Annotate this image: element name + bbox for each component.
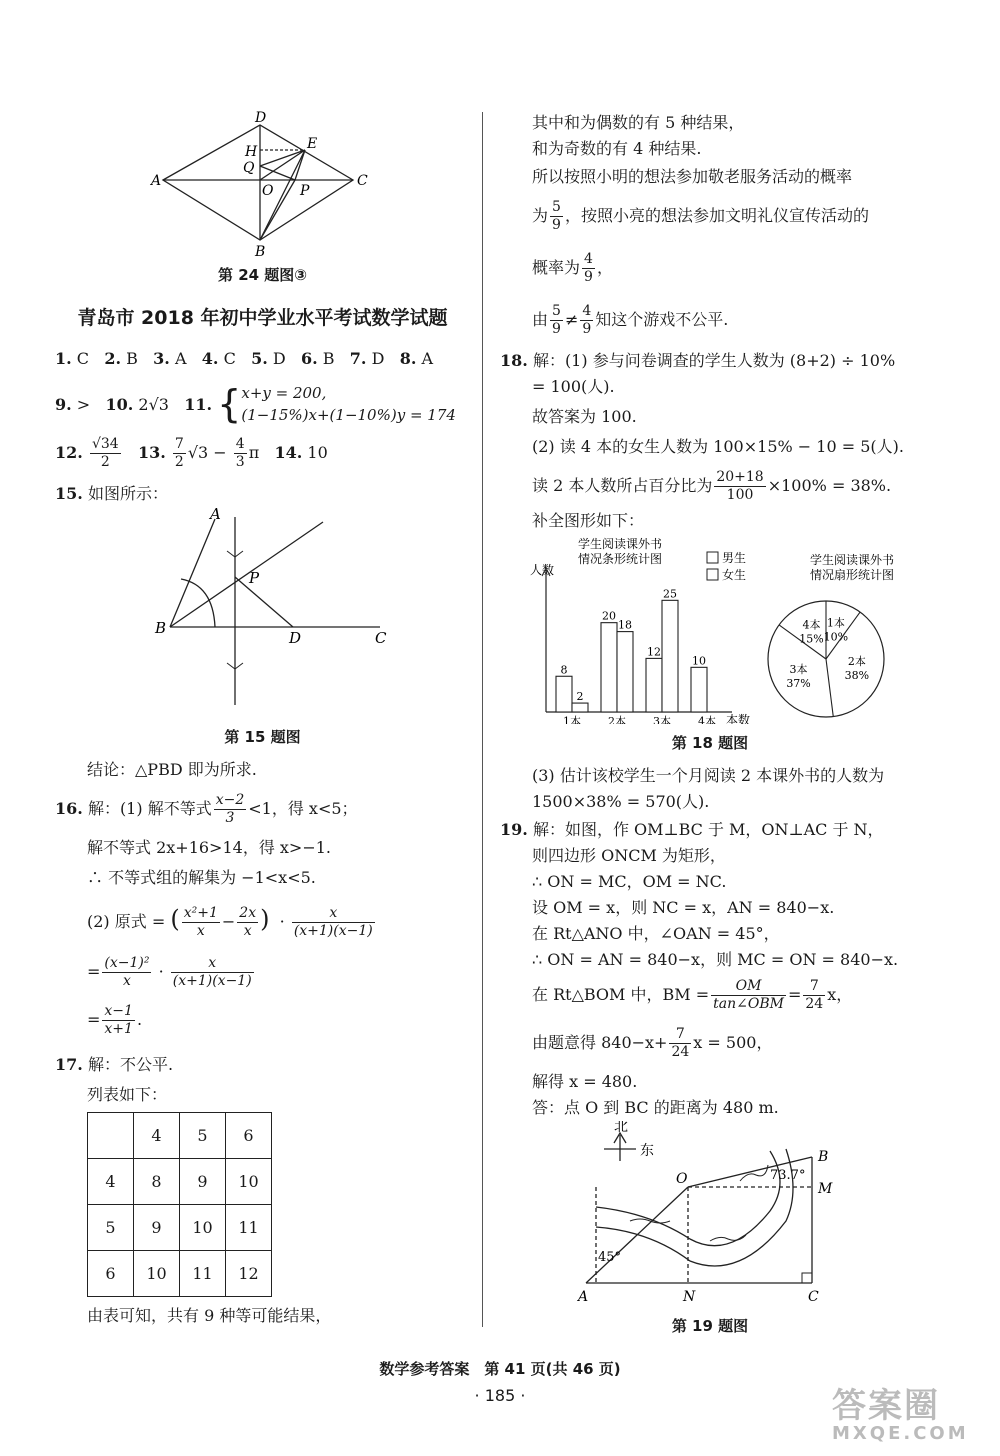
- pie-slice-label: 2本: [847, 654, 866, 668]
- fig19-label-B: B: [818, 1149, 829, 1165]
- fig19-label-A: A: [578, 1289, 589, 1305]
- bar: [556, 676, 572, 712]
- table-cell: 9: [180, 1159, 226, 1205]
- table-cell: 10: [226, 1159, 272, 1205]
- fig24-label-Q: Q: [243, 160, 255, 176]
- bar-data-label: 25: [663, 587, 677, 601]
- legend-label-female: 女生: [722, 568, 747, 582]
- sum-table: [87, 1112, 272, 1297]
- bar-category-label: 4本: [698, 715, 716, 724]
- fig24-label-C: C: [357, 173, 368, 189]
- bar: [691, 667, 707, 712]
- pie-chart-title-1: 学生阅读课外书: [809, 553, 895, 567]
- table-cell: 10: [180, 1205, 226, 1251]
- pie-chart-title-2: 情况扇形统计图: [809, 568, 895, 582]
- fig15-label-B: B: [155, 619, 167, 637]
- bar-chart-xlabel: 本数: [726, 713, 751, 724]
- pie-marks: [768, 601, 884, 717]
- pie-slice-label: 4本: [802, 618, 821, 632]
- table-row: [88, 1159, 272, 1205]
- fig24-label-E: E: [307, 136, 318, 152]
- answers-row-9-11: 9. > 10. 2√3 11. { x+y = 200, (1−15%)x+(1−10%)y = 174: [55, 382, 456, 426]
- fig19-label-N: N: [683, 1289, 696, 1305]
- bar-chart-ylabel: 人数: [530, 563, 555, 577]
- table-cell: 8: [134, 1159, 180, 1205]
- right-column: 其中和为偶数的有 5 种结果， 和为奇数的有 4 种结果. 所以按照小明的想法参加敬老服务活动的概率 为 $\frac{5}{9}$ ，按照小亮的想法参加文明礼仪宣传活动的 概率为 $\frac{4}{9}$ ， 由 $\frac{5}{9}$ ≠ $\frac{4}{9}$ 知这个游戏不公平. 18. 解：(1) 参与问卷调查的学生人数为 (8+2) ÷ 10% = 100(人). 故答案为 100. (2) 读 4 本的女生人数为 100×15% − 10 = 5(人). 读 2 本人数所占百分比为 $\frac{20+18}{100}$ ×100% = 38%. 补全图形如下： 学生阅读课外书 情况条形统计图 人数 本数 男生 女生 8 2 1本 20 18 2本 12 25 3本 10 4本 学生阅读课外书 情况扇形统计图 1本 10% 2本 38% 3本 37% 4本 15% 第 18 题图 (3) 估计该校学生一个月阅读 2 本课外书的人数为 1500×38% = 570(人). 19. 解：如图，作 OM⊥BC 于 M，ON⊥AC 于 N， 则四边形 ONCM 为矩形， ∴ ON = MC，OM = NC. 设 OM = x，则 NC = x，AN = 840−x. 在 Rt△ANO 中，∠OAN = 45°， ∴ ON = AN = 840−x，则 MC = ON = 840−x. 在 Rt△BOM 中，BM = $\frac{OM}{\text{tan∠OBM}}$ = $\frac{7}{24}$ x， 由题意得 840−x+ $\frac{7}{24}$ x = 500， 解得 x = 480. 答：点 O 到 BC 的距离为 480 m. 北 东 B O M 73.7° 45° A N C 第 19 题图: [500, 110, 920, 1336]
- q18-block: 18. 解：(1) 参与问卷调查的学生人数为 (8+2) ÷ 10% = 100(人). 故答案为 100. (2) 读 4 本的女生人数为 100×15% − 10 = 5(人). 读 2 本人数所占百分比为 $\frac{20+18}{100}$ ×100% = 38%. 补全图形如下： 学生阅读课外书 情况条形统计图 人数 本数 男生 女生 8 2 1本 20 18 2本 12 25 3本 10 4本 学生阅读课外书 情况扇形统计图 1本 10% 2本 38% 3本 37% 4本 15% 第 18 题图 (3) 估计该校学生一个月阅读 2 本课外书的人数为 1500×38% = 570(人).: [500, 348, 920, 815]
- fig24-label-P: P: [300, 183, 310, 199]
- q17-block: 17. 解：不公平. 列表如下： 4 5 6 4 8 9 10 5 9 10 11 6 10 11 12 由表可知，共有 9 种等可能结果，: [55, 1055, 332, 1325]
- bar: [601, 623, 617, 712]
- fig19-north: 北: [614, 1121, 628, 1135]
- bar-data-label: 20: [602, 609, 616, 623]
- bar: [572, 703, 588, 712]
- table-cell: 11: [226, 1205, 272, 1251]
- bar-data-label: 8: [560, 663, 568, 677]
- pie-slice-pct: 10%: [823, 630, 849, 644]
- fig15-label-D: D: [289, 629, 302, 647]
- q15-conclusion: 结论：△PBD 即为所求.: [87, 760, 257, 779]
- section-title: 青岛市 2018 年初中学业水平考试数学试题: [77, 307, 448, 329]
- bar-data-label: 12: [647, 645, 661, 659]
- table-row: [88, 1205, 272, 1251]
- figure-19-diagram: [500, 1121, 920, 1311]
- pie-slice-label: 1本: [826, 616, 845, 630]
- fig19-angle-A: 45°: [598, 1250, 622, 1265]
- q19-block: 19. 解：如图，作 OM⊥BC 于 M，ON⊥AC 于 N， 则四边形 ONCM 为矩形， ∴ ON = MC，OM = NC. 设 OM = x，则 NC = x，AN = 840−x. 在 Rt△ANO 中，∠OAN = 45°， ∴ ON = AN = 840−x，则 MC = ON = 840−x. 在 Rt△BOM 中，BM = $\frac{OM}{\text{tan∠OBM}}$ = $\frac{7}{24}$ x， 由题意得 840−x+ $\frac{7}{24}$ x = 500， 解得 x = 480. 答：点 O 到 BC 的距离为 480 m. 北 东 B O M 73.7° 45° A N C 第 19 题图: [500, 817, 920, 1336]
- bar-chart-title-2: 情况条形统计图: [577, 552, 663, 566]
- bar-chart-title-1: 学生阅读课外书: [577, 537, 663, 551]
- bar-marks: [542, 568, 732, 724]
- figure-18-caption: 第 18 题图: [671, 734, 749, 752]
- fig19-angle-B: 73.7°: [770, 1168, 806, 1183]
- table-cell: 12: [226, 1251, 272, 1297]
- fig19-label-O: O: [676, 1171, 688, 1187]
- fig19-east: 东: [640, 1143, 654, 1159]
- column-divider: [482, 112, 483, 1327]
- q16-block: 16. 解：(1) 解不等式 $\frac{x-2}{3}$ <1，得 x<5； 解不等式 2x+16>14，得 x>−1. ∴ 不等式组的解集为 −1<x<5. (2) 原式 = ( $\frac{\text{x²+1}}{x}$ − $\frac{2x}{x}$ ) · $\frac{x}{(x+1)(x-1)}$ = $\frac{\text{(x−1)²}}{x}$ · $\frac{x}{(x+1)(x-1)}$ = $\frac{x-1}{x+1}$ .: [55, 792, 373, 1037]
- bar: [617, 632, 633, 712]
- left-column: [55, 110, 470, 1329]
- equation-system: x+y = 200, (1−15%)x+(1−10%)y = 174: [241, 384, 456, 424]
- table-cell: [88, 1113, 134, 1159]
- table-cell: 5: [88, 1205, 134, 1251]
- page-footer-title: 数学参考答案 第 41 页(共 46 页): [379, 1360, 621, 1378]
- fig15-label-C: C: [375, 629, 387, 647]
- fig15-label-P: P: [249, 569, 260, 587]
- bar-category-label: 3本: [653, 715, 671, 724]
- figure-15-caption: 第 15 题图: [224, 728, 301, 746]
- fig19-label-C: C: [808, 1289, 819, 1305]
- answers-row-12-14: 12. $\frac{√34}{2}$ 13. $\frac{7}{2}$ √3 − $\frac{4}{3}$ π 14. 10: [55, 436, 328, 470]
- table-cell: 9: [134, 1205, 180, 1251]
- bar: [662, 600, 678, 712]
- figure-24-diagram: [55, 110, 470, 260]
- figure-15-construction: [55, 507, 470, 722]
- bar-data-label: 2: [576, 690, 584, 704]
- table-row: [88, 1251, 272, 1297]
- table-cell: 4: [134, 1113, 180, 1159]
- pie-slice-pct: 37%: [786, 677, 811, 691]
- q15-heading: 15. 如图所示：: [55, 484, 168, 503]
- brace: {: [217, 382, 242, 426]
- bar-category-label: 2本: [608, 715, 626, 724]
- figure-19-caption: 第 19 题图: [671, 1317, 749, 1335]
- bar-chart: [530, 536, 750, 724]
- fig24-label-O: O: [262, 183, 274, 199]
- bar-data-label: 10: [692, 654, 706, 668]
- fig24-label-D: D: [255, 110, 267, 126]
- table-cell: 6: [88, 1251, 134, 1297]
- legend-label-male: 男生: [722, 551, 747, 565]
- figure-24-caption: 第 24 题图③: [217, 266, 308, 284]
- answers-row-1-8: 1. C 2. B 3. A 4. C 5. D 6. B 7. D 8. A: [55, 349, 434, 368]
- table-cell: 4: [88, 1159, 134, 1205]
- legend-swatch-male: [707, 552, 718, 563]
- table-cell: 5: [180, 1113, 226, 1159]
- bar: [646, 658, 662, 712]
- figure-18-charts: [500, 534, 920, 724]
- table-row: [88, 1113, 272, 1159]
- pie-chart: [768, 552, 894, 717]
- fig24-label-B: B: [255, 244, 266, 260]
- watermark-logo: 答案圈 MXQE.COM: [832, 1386, 969, 1444]
- bar-data-label: 18: [618, 618, 632, 632]
- pie-slice-pct: 15%: [799, 632, 824, 646]
- fig19-label-M: M: [818, 1181, 833, 1197]
- pie-slice-pct: 38%: [844, 668, 870, 682]
- table-cell: 6: [226, 1113, 272, 1159]
- page-number: · 185 ·: [474, 1386, 526, 1405]
- fig15-label-A: A: [210, 507, 221, 523]
- legend-swatch-female: [707, 569, 718, 580]
- table-cell: 11: [180, 1251, 226, 1297]
- pie-slice-label: 3本: [789, 663, 808, 677]
- table-cell: 10: [134, 1251, 180, 1297]
- fig24-label-A: A: [151, 173, 162, 189]
- fig24-label-H: H: [245, 144, 258, 160]
- bar-category-label: 1本: [563, 715, 581, 724]
